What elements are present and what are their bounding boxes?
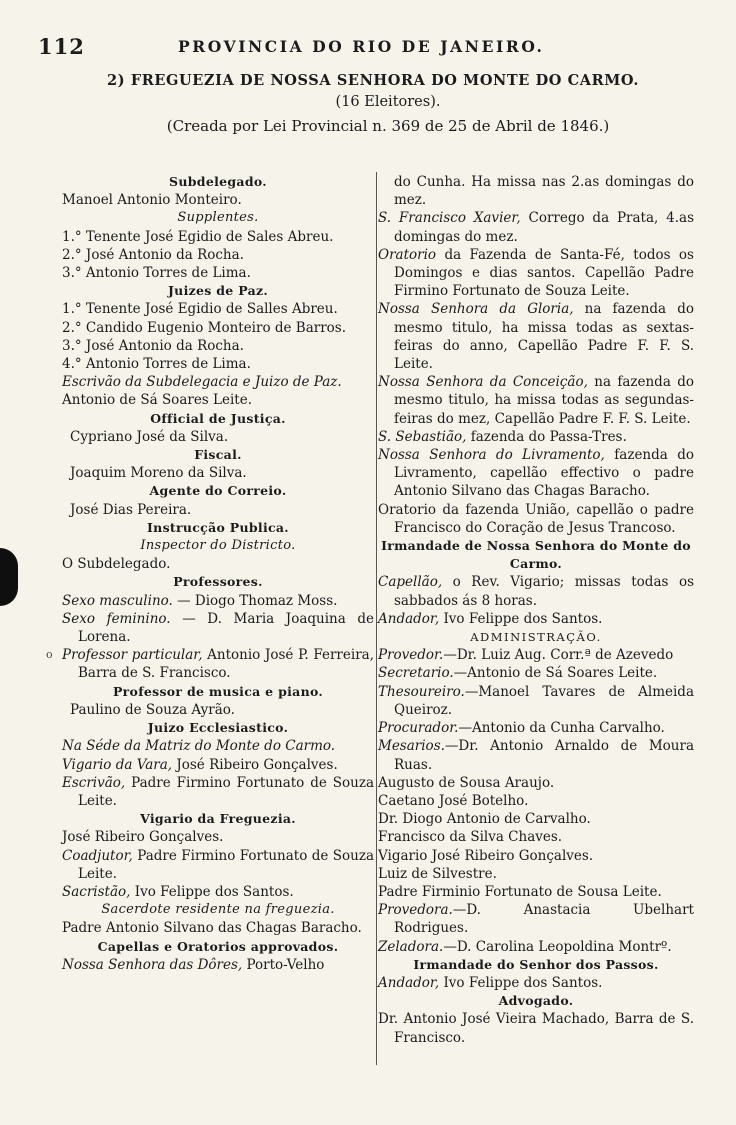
heading-advogado: Advogado. <box>498 993 574 1009</box>
andador-passos: Andador, Ivo Felippe dos Santos. <box>378 974 603 991</box>
list-item: 2.° José Antonio da Rocha. <box>62 246 244 263</box>
ecles-sede: Na Séde da Matriz do Monte do Carmo. <box>62 738 336 755</box>
thesoureiro: Thesoureiro.—Manoel Tavares de Almeida Queiroz. <box>378 683 694 718</box>
capela-livramento: Nossa Senhora do Livramento, fazenda do Livramento, capellão effectivo o padre Antonio Silvano das Chagas Baracho. <box>378 447 694 500</box>
heading-instrucao-publica: Instrucção Publica. <box>147 519 289 535</box>
heading-administracao: ADMINISTRAÇÃO. <box>470 630 602 645</box>
left-column <box>62 173 374 974</box>
heading-musica-piano: Professor de musica e piano. <box>112 683 324 699</box>
creation-note: (Creada por Lei Provincial n. 369 de 25 de Abril de 1846.) <box>166 117 610 135</box>
musica-name: Paulino de Souza Ayrão. <box>70 701 235 718</box>
heading-sacerdote: Sacerdote residente na freguezia. <box>101 902 335 918</box>
provedor: Provedor.—Dr. Luiz Aug. Corr.ª de Azevedo <box>378 647 674 664</box>
heading-irmandade-carmo: Irmandade de Nossa Senhora do Monte do Carmo. <box>381 538 691 572</box>
list-item: Vigario José Ribeiro Gonçalves. <box>378 847 594 864</box>
heading-subdelegado: Subdelegado. <box>169 174 267 189</box>
capela-dores-cont: do Cunha. Ha missa nas 2.as domingas do mez. <box>394 174 694 209</box>
heading-juizes-de-paz: Juizes de Paz. <box>167 283 269 299</box>
oficial-name: Cypriano José da Silva. <box>70 428 229 445</box>
vigario-name: José Ribeiro Gonçalves. <box>62 829 224 846</box>
heading-professores: Professores. <box>173 574 263 590</box>
heading-supplentes: Supplentes. <box>177 210 259 226</box>
sacerdote-name: Padre Antonio Silvano das Chagas Baracho. <box>62 920 362 937</box>
capela-sebastiao: S. Sebastião, fazenda do Passa-Tres. <box>378 428 627 445</box>
heading-juizo-ecclesiastico: Juizo Ecclesiastico. <box>147 720 289 736</box>
mesarios: Mesarios.—Dr. Antonio Arnaldo de Moura Ruas. <box>378 738 694 773</box>
capela-dores: Nossa Senhora das Dôres, Porto-Velho <box>62 956 325 973</box>
heading-agente-correio: Agente do Correio. <box>149 483 287 499</box>
oratorio-uniao: Oratorio da fazenda União, capellão o padre Francisco do Coração de Jesus Trancoso. <box>378 501 694 536</box>
list-item: Francisco da Silva Chaves. <box>378 829 563 846</box>
prof-feminino: Sexo feminino. — D. Maria Joaquina de Lorena. <box>62 610 375 646</box>
list-item: 3.° Antonio Torres de Lima. <box>62 265 251 282</box>
fiscal-name: Joaquim Moreno da Silva. <box>70 465 247 482</box>
list-item: Luiz de Silvestre. <box>378 865 497 882</box>
vigario-vara: Vigario da Vara, José Ribeiro Gonçalves. <box>62 756 338 773</box>
page-header <box>38 34 706 60</box>
heading-fiscal: Fiscal. <box>194 447 242 463</box>
subdelegado-name: Manoel Antonio Monteiro. <box>62 192 242 209</box>
advogado-name: Dr. Antonio José Vieira Machado, Barra de S. Francisco. <box>378 1011 694 1046</box>
list-item: 1.° Tenente José Egidio de Sales Abreu. <box>62 228 334 245</box>
zeladora: Zeladora.—D. Carolina Leopoldina Montrº. <box>378 938 672 955</box>
heading-vigario-freguezia: Vigario da Freguezia. <box>140 811 296 827</box>
prof-particular: Professor particular, Antonio José P. Ferreira, Barra de S. Francisco. <box>62 647 374 682</box>
list-item: Dr. Diogo Antonio de Carvalho. <box>378 811 591 828</box>
secretario: Secretario.—Antonio de Sá Soares Leite. <box>378 665 658 682</box>
list-item: Caetano José Botelho. <box>378 792 529 809</box>
prof-masculino: Sexo masculino. — Diogo Thomaz Moss. <box>62 592 338 609</box>
capela-conceicao: Nossa Senhora da Conceição, na fazenda do mesmo titulo, ha missa todas as segundas-feiras do mez, Capellão Padre F. F. S. Leite. <box>378 374 694 427</box>
ecles-escrivao: Escrivão, Padre Firmino Fortunato de Souza Leite. <box>62 774 374 809</box>
capellao: Capellão, o Rev. Vigario; missas todas os sabbados ás 8 horas. <box>378 574 695 609</box>
section-title: 2) FREGUEZIA DE NOSSA SENHORA DO MONTE DO CARMO. <box>107 72 639 89</box>
right-column <box>378 173 694 1047</box>
procurador: Procurador.—Antonio da Cunha Carvalho. <box>378 720 665 737</box>
column-divider <box>376 172 377 1065</box>
list-item: 1.° Tenente José Egidio de Salles Abreu. <box>62 301 338 318</box>
list-item: 4.° Antonio Torres de Lima. <box>62 356 251 373</box>
list-item: 2.° Candido Eugenio Monteiro de Barros. <box>62 319 347 336</box>
list-item: Augusto de Sousa Araujo. <box>378 774 555 791</box>
andador: Andador, Ivo Felippe dos Santos. <box>378 610 603 627</box>
electors-count: (16 Eleitores). <box>335 94 441 110</box>
oratorio-santa-fe: Oratorio da Fazenda de Santa-Fé, todos os Domingos e dias santos. Capellão Padre Firmino Fortunato de Souza Leite. <box>378 246 694 300</box>
heading-inspector: Inspector do Districto. <box>140 538 296 554</box>
heading-capellas: Capellas e Oratorios approvados. <box>97 938 339 954</box>
escrivao-label: Escrivão da Subdelegacia e Juizo de Paz. <box>62 374 342 391</box>
heading-oficial-justica: Official de Justiça. <box>150 410 286 426</box>
running-title: PROVINCIA DO RIO DE JANEIRO. <box>178 37 545 56</box>
capela-sao-francisco: S. Francisco Xavier, Corrego da Prata, 4.as domingas do mez. <box>378 210 694 245</box>
list-item: 3.° José Antonio da Rocha. <box>62 337 244 354</box>
provedora: Provedora.—D. Anastacia Ubelhart Rodrigues. <box>378 902 694 937</box>
capela-gloria: Nossa Senhora da Gloria, na fazenda do mesmo titulo, ha missa todas as sextas-feiras do anno, Capellão Padre F. F. S. Leite. <box>378 301 694 373</box>
coadjutor: Coadjutor, Padre Firmino Fortunato de Souza Leite. <box>62 847 375 882</box>
margin-mark: o <box>46 648 53 661</box>
inspector-name: O Subdelegado. <box>62 556 171 573</box>
section-heading <box>0 72 736 135</box>
escrivao-name: Antonio de Sá Soares Leite. <box>62 392 253 409</box>
list-item: Padre Firminio Fortunato de Sousa Leite. <box>378 883 662 900</box>
heading-irmandade-passos: Irmandade do Senhor dos Passos. <box>413 956 659 972</box>
correio-name: José Dias Pereira. <box>70 501 192 518</box>
sacristao: Sacristão, Ivo Felippe dos Santos. <box>62 883 294 900</box>
ink-blot <box>0 548 18 606</box>
page-number: 112 <box>38 34 85 59</box>
